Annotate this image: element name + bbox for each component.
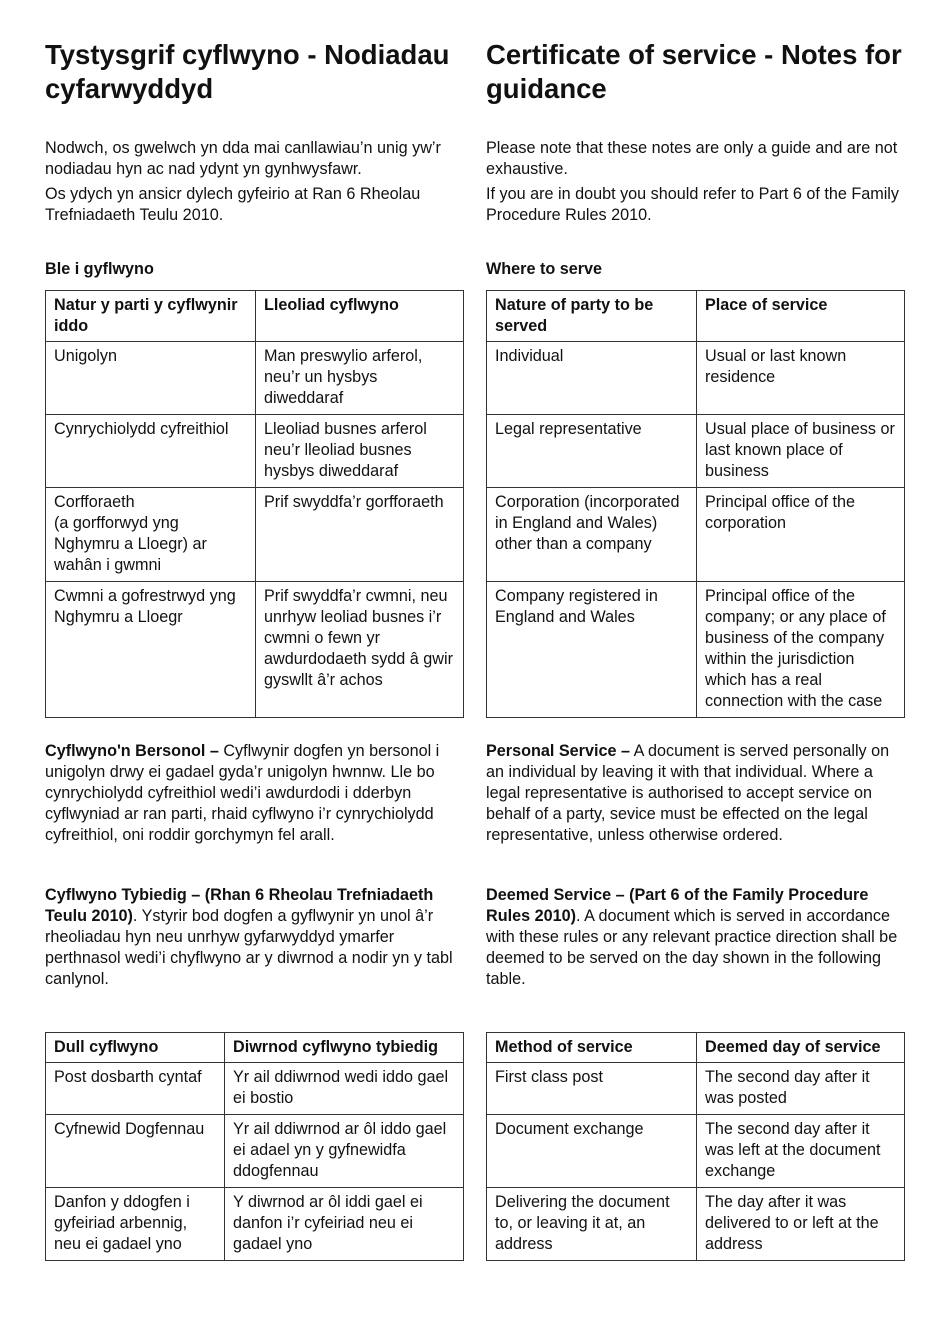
table-row (487, 415, 905, 488)
place-cell: Lleoliad busnes arferol neu’r lleoliad busnes hysbys diweddaraf (256, 415, 464, 488)
header-place: Lleoliad cyflwyno (256, 291, 464, 342)
party-cell: Company registered in England and Wales (487, 582, 697, 718)
table-header-row (487, 1033, 905, 1063)
place-cell: Principal office of the company; or any place of business of the company within the jurisdiction which has a real connection with the case (697, 582, 905, 718)
method-table-english (486, 1032, 905, 1261)
where-heading-welsh: Ble i gyflwyno (45, 260, 154, 278)
table-row (46, 1115, 464, 1188)
deemed-day-cell: Yr ail ddiwrnod wedi iddo gael ei bostio (225, 1063, 464, 1115)
intro-refer: Os ydych yn ansicr dylech gyfeirio at Ran 6 Rheolau Trefniadaeth Teulu 2010. (45, 185, 421, 224)
intro-english (486, 138, 906, 230)
personal-service-text: A document is served personally on an individual by leaving it with that individual. Where a legal representative is authorised to accept service on behalf of a party, sevice must be effected on the legal representative, unless otherwise ordered. (486, 742, 890, 844)
header-place: Place of service (697, 291, 905, 342)
header-method: Method of service (487, 1033, 697, 1063)
party-cell: Corfforaeth (a gorfforwyd yng Nghymru a Lloegr) ar wahân i gwmni (46, 488, 256, 582)
deemed-day-cell: The day after it was delivered to or left at the address (697, 1188, 905, 1261)
place-cell: Man preswylio arferol, neu’r un hysbys diweddaraf (256, 342, 464, 415)
table-row (487, 488, 905, 582)
header-deemed-day: Diwrnod cyflwyno tybiedig (225, 1033, 464, 1063)
table-row (487, 582, 905, 718)
personal-service-english (486, 741, 906, 846)
deemed-service-label: Cyflwyno Tybiedig – (Rhan 6 Rheolau Trefniadaeth Teulu 2010) (45, 886, 434, 925)
personal-service-label: Personal Service – (486, 742, 630, 760)
page-title-english: Certificate of service - Notes for guidance (486, 39, 902, 104)
method-cell: Danfon y ddogfen i gyfeiriad arbennig, neu ei gadael yno (46, 1188, 225, 1261)
intro-welsh (45, 138, 465, 230)
deemed-day-cell: Yr ail ddiwrnod ar ôl iddo gael ei adael yn y gyfnewidfa ddogfennau (225, 1115, 464, 1188)
party-cell: Cwmni a gofrestrwyd yng Nghymru a Lloegr (46, 582, 256, 718)
table-header-row (46, 291, 464, 342)
deemed-service-text: . A document which is served in accordance with these rules or any relevant practice direction shall be deemed to be served on the day shown in the following table. (486, 907, 898, 988)
place-cell: Usual or last known residence (697, 342, 905, 415)
table-row (487, 1115, 905, 1188)
table-header-row (46, 1033, 464, 1063)
party-cell: Legal representative (487, 415, 697, 488)
table-row (487, 1063, 905, 1115)
deemed-service-label: Deemed Service – (Part 6 of the Family Procedure Rules 2010) (486, 886, 869, 925)
place-cell: Usual place of business or last known place of business (697, 415, 905, 488)
table-row (46, 342, 464, 415)
place-cell: Prif swyddfa’r cwmni, neu unrhyw leoliad busnes i’r cwmni o fewn yr awdurdodaeth sydd â gwir gyswllt â’r achos (256, 582, 464, 718)
table-header-row (487, 291, 905, 342)
intro-refer: If you are in doubt you should refer to Part 6 of the Family Procedure Rules 2010. (486, 185, 900, 224)
header-party: Nature of party to be served (487, 291, 697, 342)
place-cell: Principal office of the corporation (697, 488, 905, 582)
table-row (46, 415, 464, 488)
deemed-day-cell: Y diwrnod ar ôl iddi gael ei danfon i’r cyfeiriad neu ei gadael yno (225, 1188, 464, 1261)
header-deemed-day: Deemed day of service (697, 1033, 905, 1063)
method-cell: Document exchange (487, 1115, 697, 1188)
table-row (487, 342, 905, 415)
intro-note: Nodwch, os gwelwch yn dda mai canllawiau’n unig yw’r nodiadau hyn ac nad ydynt yn gynhwysfawr. (45, 139, 441, 178)
deemed-service-text: . Ystyrir bod dogfen a gyflwynir yn unol â’r rheoliadau hyn neu unrhyw gyfarwyddyd ymarfer perthnasol wedi’i chyflwyno ar y diwrnod a nodir yn y tabl canlynol. (45, 907, 453, 988)
place-cell: Prif swyddfa’r gorfforaeth (256, 488, 464, 582)
table-row (487, 1188, 905, 1261)
where-table-english (486, 290, 905, 718)
party-cell: Unigolyn (46, 342, 256, 415)
header-party: Natur y parti y cyflwynir iddo (46, 291, 256, 342)
where-heading-english: Where to serve (486, 260, 603, 278)
header-method: Dull cyflwyno (46, 1033, 225, 1063)
party-cell: Cynrychiolydd cyfreithiol (46, 415, 256, 488)
deemed-day-cell: The second day after it was left at the document exchange (697, 1115, 905, 1188)
table-row (46, 1063, 464, 1115)
method-cell: Post dosbarth cyntaf (46, 1063, 225, 1115)
party-cell: Individual (487, 342, 697, 415)
deemed-service-english (486, 885, 906, 990)
where-table-welsh (45, 290, 464, 718)
page-title-welsh: Tystysgrif cyflwyno - Nodiadau cyfarwyddyd (45, 39, 450, 104)
table-row (46, 582, 464, 718)
table-row (46, 1188, 464, 1261)
method-cell: Delivering the document to, or leaving it at, an address (487, 1188, 697, 1261)
personal-service-welsh (45, 741, 465, 846)
method-table-welsh (45, 1032, 464, 1261)
table-row (46, 488, 464, 582)
personal-service-text: Cyflwynir dogfen yn bersonol i unigolyn drwy ei gadael gyda’r unigolyn hwnnw. Lle bo cynrychiolydd cyfreithiol wedi’i awdurdodi i dderbyn cyflwyniad ar ran parti, rhaid cyflwyno i’r cynrychiolydd cyfreithiol, oni roddir gorchymyn fel arall. (45, 742, 440, 844)
party-cell: Corporation (incorporated in England and Wales) other than a company (487, 488, 697, 582)
deemed-service-welsh (45, 885, 465, 990)
method-cell: First class post (487, 1063, 697, 1115)
personal-service-label: Cyflwyno'n Bersonol – (45, 742, 219, 760)
intro-note: Please note that these notes are only a guide and are not exhaustive. (486, 139, 898, 178)
deemed-day-cell: The second day after it was posted (697, 1063, 905, 1115)
method-cell: Cyfnewid Dogfennau (46, 1115, 225, 1188)
